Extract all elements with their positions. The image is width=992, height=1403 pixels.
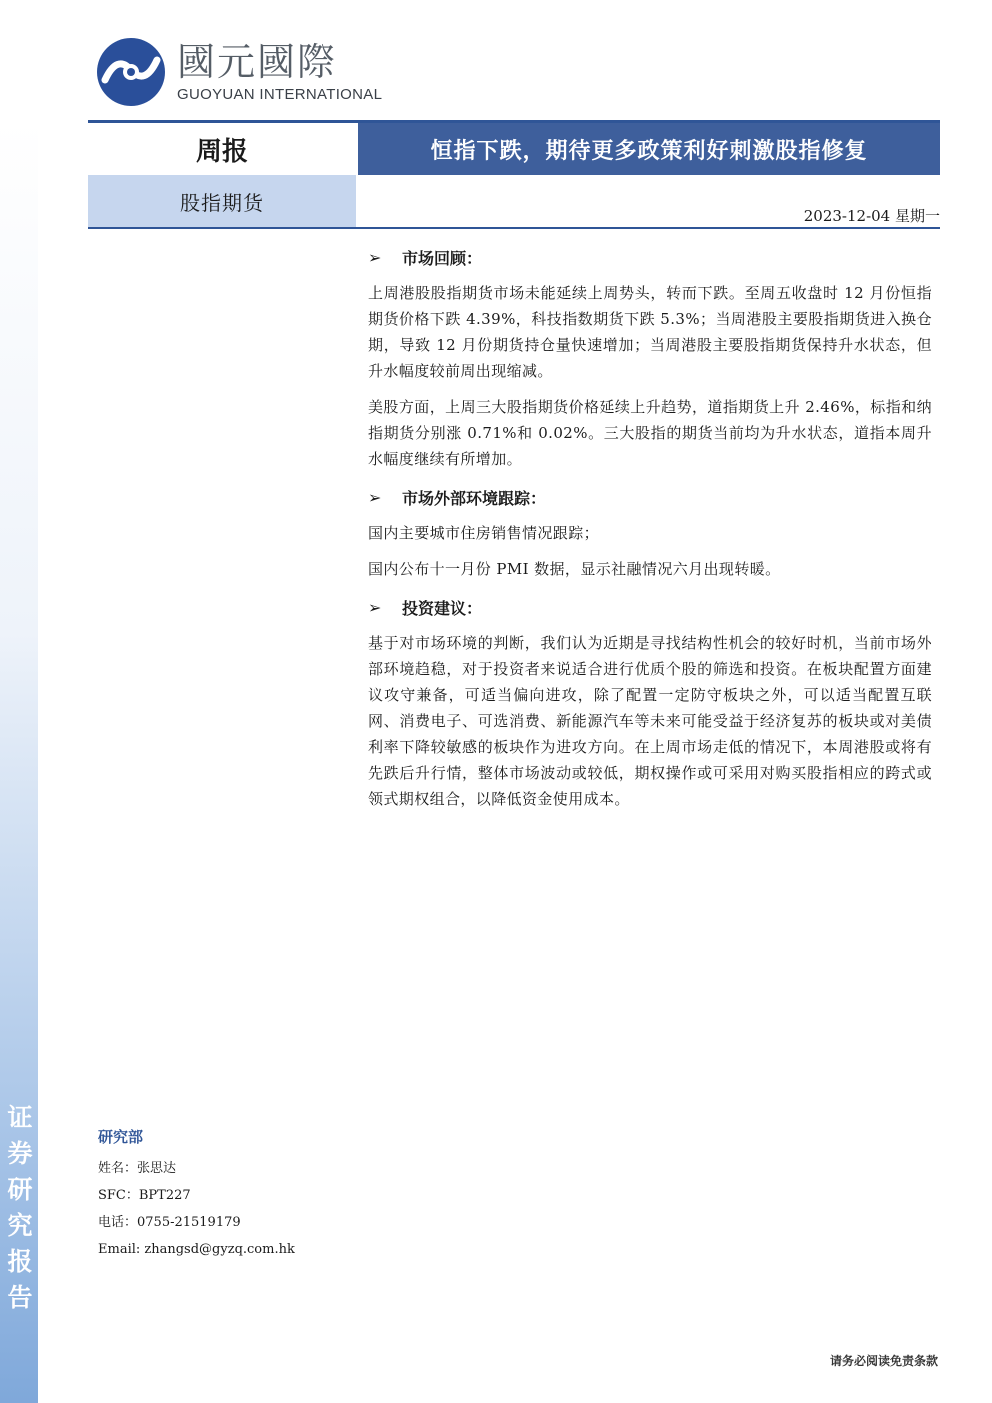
company-logo	[95, 36, 383, 108]
section-heading	[368, 242, 932, 272]
side-label-char: 证	[7, 1103, 33, 1132]
analyst-email: Email: zhangsd@gyzq.com.hk	[98, 1242, 295, 1257]
section-heading	[368, 482, 932, 512]
section-heading-label: 市场外部环境跟踪：	[402, 488, 547, 508]
section-heading-label: 投资建议：	[402, 598, 483, 618]
report-title: 恒指下跌，期待更多政策利好刺激股指修复	[358, 123, 940, 175]
side-label-char: 券	[7, 1139, 33, 1168]
report-date: 2023-12-04 星期一	[803, 207, 940, 225]
side-vertical-label	[4, 1100, 36, 1316]
paragraph: 美股方面，上周三大股指期货价格延续上升趋势，道指期货上升 2.46%，标指和纳指期货分别涨 0.71%和 0.02%。三大股指的期货当前均为升水状态，道指本周升水幅度继续有所增加。	[368, 398, 932, 468]
report-body	[368, 242, 932, 822]
side-label-char: 究	[7, 1211, 33, 1240]
analyst-phone: 电话：0755-21519179	[98, 1215, 241, 1230]
analyst-name: 姓名：张思达	[98, 1161, 177, 1176]
report-type: 周报	[88, 123, 356, 175]
disclaimer-note: 请务必阅读免责条款	[829, 1354, 938, 1368]
section-heading-label: 市场回顾：	[402, 248, 483, 268]
arrow-bullet-icon: ➢	[368, 597, 382, 617]
paragraph: 基于对市场环境的判断，我们认为近期是寻找结构性机会的较好时机，当前市场外部环境趋稳，对于投资者来说适合进行优质个股的筛选和投资。在板块配置方面建议攻守兼备，可适当偏向进攻，除了配置一定防守板块之外，可以适当配置互联网、消费电子、可选消费、新能源汽车等未来可能受益于经济复苏的板块或对美债利率下降较敏感的板块作为进攻方向。在上周市场走低的情况下，本周港股或将有先跌后升行情，整体市场波动或较低，期权操作或可采用对购买股指相应的跨式或领式期权组合，以降低资金使用成本。	[368, 634, 932, 808]
analyst-sfc: SFC：BPT227	[98, 1188, 191, 1203]
analyst-contact	[98, 1126, 358, 1263]
logo-mark-icon	[95, 36, 167, 108]
side-label-char: 报	[7, 1247, 33, 1276]
logo-chinese-name: 國元國際	[177, 40, 338, 84]
section-heading	[368, 592, 932, 622]
report-category: 股指期货	[88, 175, 356, 227]
side-label-char: 告	[7, 1283, 33, 1312]
paragraph: 上周港股股指期货市场未能延续上周势头，转而下跌。至周五收盘时 12 月份恒指期货价格下跌 4.39%，科技指数期货下跌 5.3%；当周港股主要股指期货进入换仓期，导致 12 月份期货持仓量快速增加；当周港股主要股指期货保持升水状态，但升水幅度较前周出现缩减。	[368, 284, 932, 380]
header-bottom-rule	[88, 227, 940, 229]
side-label-char: 研	[7, 1175, 33, 1204]
paragraph: 国内公布十一月份 PMI 数据，显示社融情况六月出现转暖。	[368, 560, 781, 578]
arrow-bullet-icon: ➢	[368, 487, 382, 507]
logo-english-name: GUOYUAN INTERNATIONAL	[177, 86, 383, 103]
paragraph: 国内主要城市住房销售情况跟踪；	[368, 524, 600, 542]
department-name: 研究部	[98, 1128, 144, 1146]
arrow-bullet-icon: ➢	[368, 247, 382, 267]
